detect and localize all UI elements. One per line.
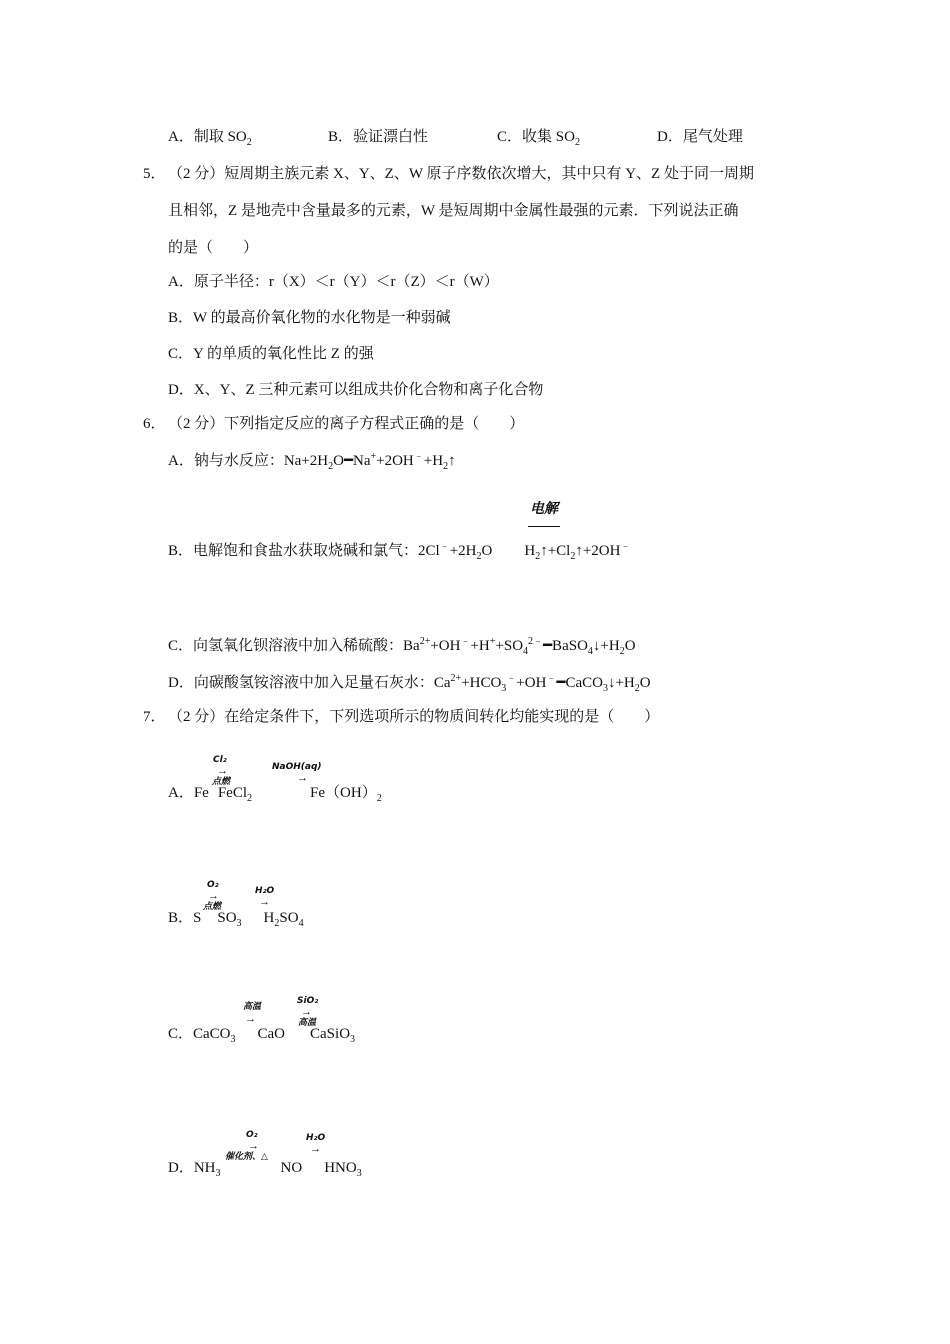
q5-option-b: B．W 的最高价氧化物的水化物是一种弱碱 [168,310,451,326]
q6-option-c-label: C．向氢氧化钡溶液中加入稀硫酸： [168,638,404,654]
q5-option-c: C．Y 的单质的氧化性比 Z 的强 [168,346,374,362]
q7-option-a-label: A． [168,785,194,801]
q7a-cond1-top: Cl₂ [213,755,227,765]
q4-option-c [497,127,580,147]
q7d-cond2-top: H₂O [306,1133,326,1143]
q7-option-c-label: C． [168,1026,194,1042]
q6-number: 6． [143,416,166,432]
q5-stem-line-3: 的是（ ） [168,240,259,256]
q7-number: 7． [143,709,166,725]
q7-option-d: D．$NH_3$ NO $HNO_3$ [168,1160,362,1179]
electrolysis-condition: 电解 [530,501,558,517]
q7c-cond2-top: SiO₂ [297,996,319,1006]
q4-option-a-text: A．制取 SO [168,129,247,145]
q6-option-a: A．钠与水反应：$Na+2H_2O━Na^++2OH^﹣+H_2↑$ [168,451,456,472]
arrow-icon: → [217,765,228,777]
q5-option-d: D．X、Y、Z 三种元素可以组成共价化合物和离子化合物 [168,382,544,398]
arrow-icon: → [297,772,308,784]
q4-option-a [168,127,252,147]
q7-option-d-label: D． [168,1160,194,1176]
q7-option-c: C．CaCO$_3$ CaO CaSiO$_3$ [168,1026,356,1045]
q5-option-a: A．原子半径：r（X）＜r（Y）＜r（Z）＜r（W） [168,274,499,290]
q6-stem: （2 分）下列指定反应的离子方程式正确的是（ ） [168,416,525,432]
q7b-cond1-top: O₂ [207,880,219,890]
q4-option-c-text: C．收集 SO [497,129,575,145]
q7d-cond1-bottom: 催化剂、△ [225,1152,268,1162]
subscript: 2 [246,137,252,148]
arrow-icon: → [301,1006,312,1018]
arrow-icon: → [245,1013,256,1025]
q7a-cond1-bottom: 点燃 [212,777,231,787]
q7c-cond1-top: 高温 [243,1002,262,1012]
q5-number: 5． [143,166,166,182]
q6-option-d-label: D．向碳酸氢铵溶液中加入足量石灰水： [168,675,434,691]
q4-option-d: D．尾气处理 [657,129,743,145]
q7-option-a: A．Fe FeCl$_2$ $Fe(OH)_2$ [168,785,382,804]
q7a-cond2-top: NaOH(aq) [272,762,322,772]
q7c-cond2-bottom: 高温 [298,1018,317,1028]
q7d-cond1-top: O₂ [246,1130,258,1140]
arrow-icon: → [310,1143,321,1155]
q5-stem-line-1: （2 分）短周期主族元素 X、Y、Z、W 原子序数依次增大，其中只有 Y、Z 处于同一周期 [168,166,754,182]
subscript: 2 [574,137,580,148]
q7-option-b-label: B． [168,910,194,926]
q7-option-b: B．S $SO_3$ $H_2SO_4$ [168,910,304,929]
arrow-icon: → [259,896,270,908]
q5-stem-line-2: 且相邻，Z 是地壳中含量最多的元素，W 是短周期中金属性最强的元素．下列说法正确 [168,203,739,219]
condition-bar [528,526,560,527]
q6-option-b: B．电解饱和食盐水获取烧碱和氯气：$2Cl^﹣+2H_2O$ $H_2↑+Cl_2↑+2OH^﹣$ [168,541,631,562]
q6-option-d: D．向碳酸氢铵溶液中加入足量石灰水：$Ca^{2+}+HCO_3^﹣+OH^﹣━CaCO_3↓+H_2O$ [168,673,651,694]
q7b-cond2-top: H₂O [255,886,275,896]
arrow-icon: → [208,890,219,902]
q6-option-b-label: B．电解饱和食盐水获取烧碱和氯气： [168,543,419,559]
q7b-cond1-bottom: 点燃 [203,902,222,912]
q7-stem: （2 分）在给定条件下，下列选项所示的物质间转化均能实现的是（ ） [168,709,660,725]
arrow-icon: → [248,1140,259,1152]
q6-option-c: C．向氢氧化钡溶液中加入稀硫酸：$Ba^{2+}+OH^﹣+H^++SO_4^{2﹣}━BaSO_4↓+H_2O$ [168,636,636,657]
q6-option-a-label: A．钠与水反应： [168,453,284,469]
q4-option-b: B．验证漂白性 [328,129,429,145]
